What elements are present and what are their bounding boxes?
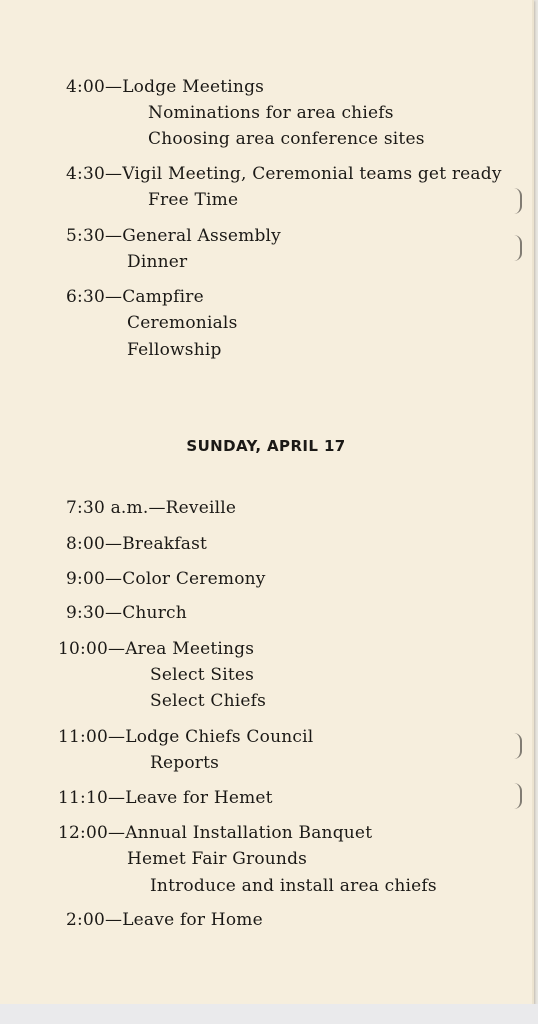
entry-time: 9:00 bbox=[66, 569, 105, 589]
entry-title: Lodge Chiefs Council bbox=[125, 727, 314, 747]
background-edge bbox=[0, 1004, 538, 1024]
sub-item: Select Chiefs bbox=[150, 691, 267, 711]
em-dash: — bbox=[104, 77, 123, 97]
sub-item: Fellowship bbox=[127, 340, 222, 360]
entry-title: Church bbox=[122, 603, 187, 623]
entry-time: 12:00 bbox=[58, 823, 108, 843]
sub-item: Introduce and install area chiefs bbox=[150, 876, 437, 896]
entry-time: 2:00 bbox=[66, 910, 105, 930]
sub-item: Hemet Fair Grounds bbox=[127, 849, 308, 869]
entry-title: General Assembly bbox=[122, 226, 281, 246]
schedule-entry-campfire bbox=[66, 287, 204, 307]
entry-title: Breakfast bbox=[122, 534, 208, 554]
binding-staple bbox=[512, 733, 522, 759]
entry-time: 11:00 bbox=[58, 727, 108, 747]
em-dash: — bbox=[104, 603, 123, 623]
sub-item: Select Sites bbox=[150, 665, 255, 685]
entry-time: 5:30 bbox=[66, 226, 105, 246]
entry-title: Leave for Home bbox=[122, 910, 263, 930]
entry-time: 4:00 bbox=[66, 77, 105, 97]
entry-time: 4:30 bbox=[66, 164, 105, 184]
schedule-entry-general-assembly bbox=[66, 226, 281, 246]
schedule-entry-leave-for-home bbox=[66, 910, 263, 930]
em-dash: — bbox=[108, 639, 126, 659]
entry-time: 9:30 bbox=[66, 603, 105, 623]
entry-title: Vigil Meeting, Ceremonial teams get ready bbox=[122, 164, 502, 184]
schedule-entry-leave-for-hemet bbox=[58, 788, 273, 808]
schedule-entry-reveille bbox=[66, 498, 236, 518]
schedule-entry-color-ceremony bbox=[66, 569, 266, 589]
sub-item: Free Time bbox=[148, 190, 239, 210]
sub-item: Dinner bbox=[127, 252, 188, 272]
entry-time: 7:30 a.m. bbox=[66, 498, 149, 518]
entry-time: 11:10 bbox=[58, 788, 108, 808]
day-heading: SUNDAY, APRIL 17 bbox=[186, 437, 346, 455]
entry-time: 10:00 bbox=[58, 639, 108, 659]
schedule-entry-breakfast bbox=[66, 534, 207, 554]
schedule-entry-area-meetings bbox=[58, 639, 254, 659]
entry-title: Reveille bbox=[165, 498, 237, 518]
schedule-entry-lodge-meetings bbox=[66, 77, 264, 97]
binding-staple bbox=[512, 188, 522, 214]
sub-item: Nominations for area chiefs bbox=[148, 103, 394, 123]
em-dash: — bbox=[108, 727, 126, 747]
binding-staple bbox=[512, 783, 522, 809]
entry-title: Color Ceremony bbox=[122, 569, 266, 589]
entry-title: Campfire bbox=[122, 287, 204, 307]
entry-time: 8:00 bbox=[66, 534, 105, 554]
entry-title: Annual Installation Banquet bbox=[125, 823, 373, 843]
binding-staple bbox=[512, 235, 522, 261]
entry-title: Lodge Meetings bbox=[122, 77, 265, 97]
em-dash: — bbox=[104, 910, 123, 930]
schedule-entry-banquet bbox=[58, 823, 372, 843]
em-dash: — bbox=[104, 287, 123, 307]
em-dash: — bbox=[104, 569, 123, 589]
entry-time: 6:30 bbox=[66, 287, 105, 307]
schedule-entry-church bbox=[66, 603, 187, 623]
em-dash: — bbox=[148, 498, 166, 518]
entry-title: Leave for Hemet bbox=[125, 788, 273, 808]
em-dash: — bbox=[104, 164, 123, 184]
em-dash: — bbox=[108, 788, 126, 808]
em-dash: — bbox=[104, 226, 123, 246]
sub-item: Ceremonials bbox=[127, 313, 238, 333]
entry-title: Area Meetings bbox=[125, 639, 255, 659]
schedule-entry-lodge-chiefs-council bbox=[58, 727, 313, 747]
sub-item: Choosing area conference sites bbox=[148, 129, 425, 149]
em-dash: — bbox=[104, 534, 123, 554]
schedule-entry-vigil-meeting bbox=[66, 164, 502, 184]
em-dash: — bbox=[108, 823, 126, 843]
sub-item: Reports bbox=[150, 753, 220, 773]
